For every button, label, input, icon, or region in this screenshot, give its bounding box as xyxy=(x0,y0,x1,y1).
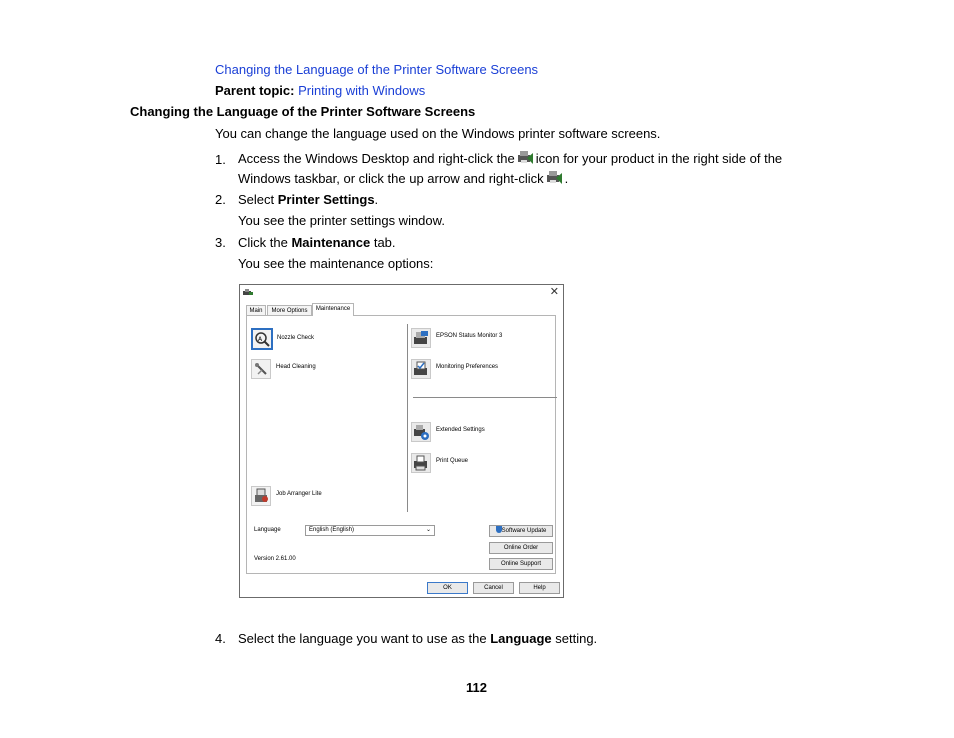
svg-text:A: A xyxy=(258,336,263,343)
language-select[interactable]: English (English) ⌄ xyxy=(305,525,435,536)
extended-settings-button[interactable]: Extended Settings xyxy=(411,422,551,442)
nozzle-check-icon xyxy=(251,328,273,350)
step-1-number: 1. xyxy=(215,152,226,167)
job-arranger-icon xyxy=(251,486,271,506)
head-cleaning-icon xyxy=(251,359,271,379)
online-order-button[interactable]: Online Order xyxy=(489,542,553,554)
step-2-note: You see the printer settings window. xyxy=(238,213,445,228)
page-number: 112 xyxy=(466,680,487,695)
topic-link[interactable]: Changing the Language of the Printer Software Screens xyxy=(215,62,539,77)
step-2-text: Select Printer Settings. xyxy=(238,192,379,207)
intro-text: You can change the language used on the Windows printer software screens. xyxy=(215,126,661,141)
printer-icon xyxy=(243,289,253,296)
extended-settings-icon xyxy=(411,422,431,442)
nozzle-check-button[interactable]: A Nozzle Check xyxy=(251,328,391,350)
printer-settings-dialog xyxy=(239,284,564,598)
step-3-note: You see the maintenance options: xyxy=(238,256,434,271)
parent-topic-link[interactable]: Printing with Windows xyxy=(298,83,426,98)
column-divider xyxy=(407,324,408,512)
epson-status-monitor-button[interactable]: EPSON Status Monitor 3 xyxy=(411,328,551,348)
dialog-titlebar xyxy=(240,285,563,301)
step-4-number: 4. xyxy=(215,631,226,646)
step-4-text: Select the language you want to use as the Language setting. xyxy=(238,631,598,646)
tab-maintenance[interactable]: Maintenance xyxy=(312,303,354,316)
head-cleaning-button[interactable]: Head Cleaning xyxy=(251,359,391,379)
ok-button[interactable]: OK xyxy=(427,582,468,594)
printer-tray-icon xyxy=(517,150,534,165)
version-text: Version 2.61.00 xyxy=(254,556,296,562)
help-button[interactable]: Help xyxy=(519,582,560,594)
language-label: Language xyxy=(254,527,281,533)
tab-more-options[interactable]: More Options xyxy=(267,305,312,316)
monitoring-preferences-button[interactable]: Monitoring Preferences xyxy=(411,359,551,379)
chevron-down-icon: ⌄ xyxy=(425,527,431,533)
step-1-line-1: Access the Windows Desktop and right-click the icon for your product in the right side of the xyxy=(238,151,783,166)
step-1-line-2: Windows taskbar, or click the up arrow and right-click . xyxy=(238,171,569,186)
monitoring-preferences-icon xyxy=(411,359,431,379)
section-divider xyxy=(413,397,557,398)
job-arranger-lite-button[interactable]: Job Arranger Lite xyxy=(251,486,391,506)
close-icon[interactable]: ✕ xyxy=(549,286,559,298)
maintenance-panel xyxy=(246,315,556,574)
software-update-button[interactable]: Software Update xyxy=(489,525,553,537)
tab-main[interactable]: Main xyxy=(246,305,266,316)
step-3-text: Click the Maintenance tab. xyxy=(238,235,396,250)
print-queue-icon xyxy=(411,453,431,473)
parent-topic xyxy=(215,83,425,98)
step-3-number: 3. xyxy=(215,235,226,250)
parent-topic-label: Parent topic: xyxy=(215,83,295,98)
section-heading: Changing the Language of the Printer Software Screens xyxy=(130,104,476,119)
step-2-number: 2. xyxy=(215,192,226,207)
printer-tray-icon xyxy=(546,170,563,185)
status-monitor-icon xyxy=(411,328,431,348)
cancel-button[interactable]: Cancel xyxy=(473,582,514,594)
print-queue-button[interactable]: Print Queue xyxy=(411,453,551,473)
online-support-button[interactable]: Online Support xyxy=(489,558,553,570)
